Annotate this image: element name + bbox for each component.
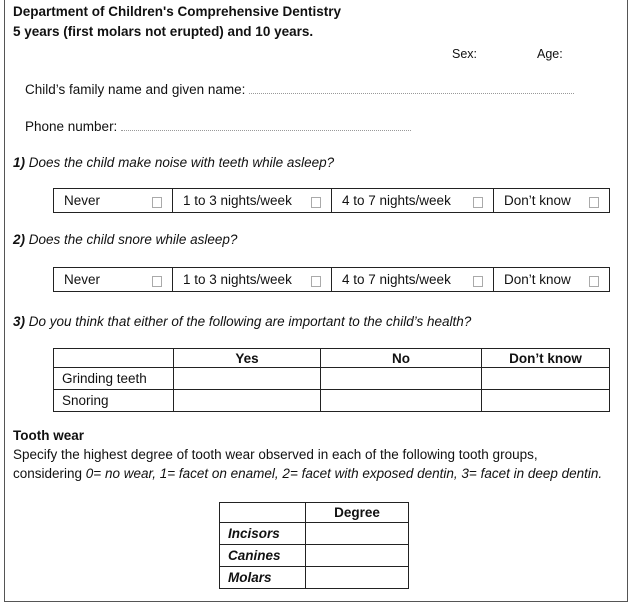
question-3-number: 3)	[13, 314, 26, 329]
cell[interactable]	[174, 368, 321, 390]
q1-option-never[interactable]	[54, 189, 173, 213]
age-label: Age:	[537, 47, 563, 61]
tooth-wear-heading: Tooth wear	[13, 428, 85, 443]
cell[interactable]	[482, 368, 610, 390]
checkbox[interactable]	[473, 276, 483, 287]
age-groups-subtitle: 5 years (first molars not erupted) and 10 years.	[13, 24, 314, 39]
option-label: Never	[64, 193, 101, 208]
sex-label: Sex:	[452, 47, 478, 61]
q2-option-never[interactable]	[54, 268, 173, 292]
checkbox[interactable]	[589, 276, 599, 287]
option-label: 1 to 3 nights/week	[183, 193, 292, 208]
tooth-wear-table	[219, 502, 409, 589]
col-degree: Degree	[306, 503, 409, 523]
q2-option-1-3[interactable]	[173, 268, 332, 292]
checkbox[interactable]	[152, 276, 162, 287]
cell[interactable]	[306, 567, 409, 589]
option-label: Don’t know	[504, 272, 571, 287]
q1-option-1-3[interactable]	[173, 189, 332, 213]
phone-dotted-line[interactable]	[121, 120, 411, 131]
row-molars: Molars	[220, 567, 306, 589]
q1-option-dont-know[interactable]	[494, 189, 610, 213]
checkbox[interactable]	[589, 197, 599, 208]
department-title: Department of Children's Comprehensive Dentistry	[13, 4, 342, 19]
checkbox[interactable]	[152, 197, 162, 208]
col-dont-know: Don’t know	[482, 349, 610, 368]
row-snoring: Snoring	[54, 390, 174, 412]
question-2-options	[53, 267, 610, 292]
q1-option-4-7[interactable]	[332, 189, 494, 213]
phone-field[interactable]	[25, 119, 411, 135]
cell[interactable]	[321, 368, 482, 390]
question-1-number: 1)	[13, 155, 26, 170]
cell[interactable]	[306, 545, 409, 567]
col-yes: Yes	[174, 349, 321, 368]
option-label: 4 to 7 nights/week	[342, 193, 451, 208]
question-2-number: 2)	[13, 232, 26, 247]
question-2	[13, 232, 237, 248]
tooth-wear-instructions: Specify the highest degree of tooth wear observed in each of the following tooth groups,	[13, 447, 538, 462]
child-name-label: Child’s family name and given name:	[25, 82, 246, 97]
q2-option-dont-know[interactable]	[494, 268, 610, 292]
question-1	[13, 155, 334, 171]
scale-definitions: 0= no wear, 1= facet on enamel, 2= facet with exposed dentin, 3= facet in deep dentin.	[85, 466, 603, 481]
question-3-text: Do you think that either of the following are important to the child’s health?	[25, 314, 472, 329]
option-label: 1 to 3 nights/week	[183, 272, 292, 287]
col-no: No	[321, 349, 482, 368]
option-label: Don’t know	[504, 193, 571, 208]
corner-cell	[54, 349, 174, 368]
q2-option-4-7[interactable]	[332, 268, 494, 292]
tooth-wear-scale	[13, 466, 602, 482]
row-canines: Canines	[220, 545, 306, 567]
scale-prefix: considering	[13, 466, 86, 481]
question-1-options	[53, 188, 610, 213]
option-label: Never	[64, 272, 101, 287]
option-label: 4 to 7 nights/week	[342, 272, 451, 287]
checkbox[interactable]	[473, 197, 483, 208]
cell[interactable]	[174, 390, 321, 412]
child-name-dotted-line[interactable]	[249, 83, 574, 94]
question-2-text: Does the child snore while asleep?	[25, 232, 238, 247]
row-incisors: Incisors	[220, 523, 306, 545]
question-3	[13, 314, 471, 330]
question-1-text: Does the child make noise with teeth while asleep?	[25, 155, 335, 170]
health-importance-table	[53, 348, 610, 412]
cell[interactable]	[482, 390, 610, 412]
cell[interactable]	[306, 523, 409, 545]
checkbox[interactable]	[311, 276, 321, 287]
corner-cell	[220, 503, 306, 523]
phone-label: Phone number:	[25, 119, 118, 134]
cell[interactable]	[321, 390, 482, 412]
child-name-field[interactable]	[25, 82, 574, 98]
row-grinding-teeth: Grinding teeth	[54, 368, 174, 390]
checkbox[interactable]	[311, 197, 321, 208]
